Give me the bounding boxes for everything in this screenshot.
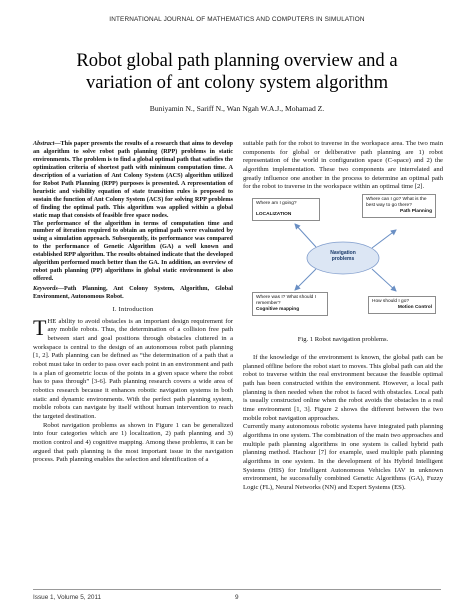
footer-rule bbox=[33, 589, 441, 590]
path-planning-box bbox=[362, 194, 436, 218]
right-paragraph-3: Currently many autonomous robotic systems have integrated path planning algorithms in one system. The combination of the main two approaches and multiple path planning algorithms in one system is called hybrid path planning method. Hachour [7] for example, used multiple path planning algorithms in one system. In the development of his Hybrid Intelligent Systems (HIS) for Intelligent Autonomous Vehicles IAV in unknown environment, he successfully combined Genetic Algorithms (GA), Fuzzy Logic (FL), Neural Networks (NN) and Expert Systems (ES). bbox=[243, 423, 443, 491]
right-paragraph-2: If the knowledge of the environment is known, the global path can be planned offline before the robot start to moves. This global path can aid the robot to traverse within the real environment because the feasible optimal path has been constructed within the environment. However, a local path planning is then needed when the robot is faced with obstacles. Local path is usually constructed online when the robot avoids the obstacles in a real time environment [1, 3]. Figure 2 shows the different between the two mobile robot navigation approaches. bbox=[243, 354, 443, 422]
keywords bbox=[33, 285, 233, 301]
abstract-text-1: —This paper presents the results of a research that aims to develop an algorithm to solve robot path planning (RPP) problems in static environments. The problem is to find a global optimal path that satisfies the optimization criteria of shortest path with minimum computation time. A description of a variation of Ant Colony System (ACS) algorithm utilized for Robot Path Planning (RPP) purposes is presented. A representation of heuristic and visibility equation of state transition rules is proposed to sustain the function of Ant Colony System (ACS) for solving RPP problems of finding the optimal path. This algorithm was applied within a global static map that consists of feasible free space nodes. bbox=[33, 140, 233, 219]
left-column bbox=[33, 140, 233, 465]
right-paragraph-1: suitable path for the robot to traverse in the workspace area. The two main components for global or deliberative path planning are 1) robot representation of the world in configuration space (C-space) and 2) the algorithm implementation. These two components are interrelated and greatly influence one another in the process to determine an optimal path for the robot to traverse in the workspace within an optimal time [2]. bbox=[243, 140, 443, 191]
abstract-paragraph-1 bbox=[33, 140, 233, 220]
right-column-bottom bbox=[243, 354, 443, 493]
footer-issue: Issue 1, Volume 5, 2011 bbox=[33, 594, 102, 601]
abstract-label: Abstract bbox=[33, 140, 55, 147]
intro-text-1: HE ability to avoid obstacles is an important design requirement for any mobile robots. Thus, the determination of a collision free path between start and goal positions through obstacles cluttered in a workspace is central to the design of an autonomous robot path planning [1, 2]. Path planning can be defined as “the determination of a path that a robot must take in order to pass over each point in an environment and path is a plan of geometric locus of the points in a given space where the robot has to pass through” [3-6]. Path planning research covers a wide area of robotics research because it enhances robotic navigation systems in both static and dynamic environments. With the perfect path planning system, mobile robots can navigate by itself without human intervention to reach the targeted destination. bbox=[33, 317, 233, 420]
section-heading: I. Introduction bbox=[112, 306, 154, 314]
motion-box bbox=[368, 296, 436, 314]
page-number: 9 bbox=[235, 594, 239, 601]
drop-cap: T bbox=[33, 314, 47, 340]
keywords-label: Keywords bbox=[33, 285, 58, 293]
authors: Buniyamin N., Sariff N., Wan Ngah W.A.J., Mohamad Z. bbox=[149, 104, 325, 113]
localization-box bbox=[252, 198, 320, 221]
motion-label: Motion Control bbox=[397, 305, 432, 310]
arrow-localization bbox=[295, 224, 316, 247]
q-where-going: Where am I going? bbox=[256, 201, 297, 206]
q-best-way: Where can I go? What is the best way to go there? bbox=[366, 197, 427, 208]
abstract-text-2: The performance of the algorithm in terms of computation time and number of iteration required to obtain an optimal path were evaluated by using a simulation approach. Subsequently, its performance was compared to the performance of Genetic Algorithm (GA) a well known and established RPP algorithm. The results obtained indicate that the developed algorithm performed much better than the GA. In addition, an overview of robot path planning (PP) algorithms in global static environment is also offered. bbox=[33, 219, 233, 283]
paper-title bbox=[40, 50, 434, 94]
arrow-motion bbox=[372, 269, 396, 291]
keywords-text: —Path Planning, Ant Colony System, Algorithm, Global Environment, Autonomous Robot. bbox=[33, 285, 233, 301]
intro-paragraph-2: Robot navigation problems as shown in Figure 1 can be generalized into four categories which are 1) localization, 2) path planning and 3) motion control and 4) cognitive mapping. Among these problems, it can be argued that path planning is the most important issue in the navigation process. Path planning enables the selection and identification of a bbox=[33, 421, 233, 464]
arrow-cognitive bbox=[295, 269, 316, 290]
path-planning-label: Path Planning bbox=[400, 209, 432, 214]
figure-caption: Fig. 1 Robot navigation problems. bbox=[297, 336, 389, 343]
q-how-go: How should I go? bbox=[372, 299, 410, 304]
q-been: Where was I? What should I remember? bbox=[256, 295, 316, 306]
intro-paragraph-1 bbox=[33, 314, 233, 422]
right-column-top bbox=[243, 140, 443, 192]
cognitive-box bbox=[252, 292, 328, 316]
cognitive-label: Cognitive mapping bbox=[256, 307, 300, 312]
abstract-paragraph-2 bbox=[33, 220, 233, 284]
title-line-1: Robot global path planning overview and a bbox=[76, 50, 398, 71]
journal-header: INTERNATIONAL JOURNAL OF MATHEMATICS AND COMPUTERS IN SIMULATION bbox=[109, 16, 365, 23]
title-line-2: variation of ant colony system algorithm bbox=[85, 72, 389, 93]
navigation-figure bbox=[250, 192, 436, 324]
center-label: Navigation problems bbox=[330, 250, 356, 262]
localization-label: LOCALIZATION bbox=[256, 212, 292, 217]
arrow-path-planning bbox=[372, 230, 396, 248]
